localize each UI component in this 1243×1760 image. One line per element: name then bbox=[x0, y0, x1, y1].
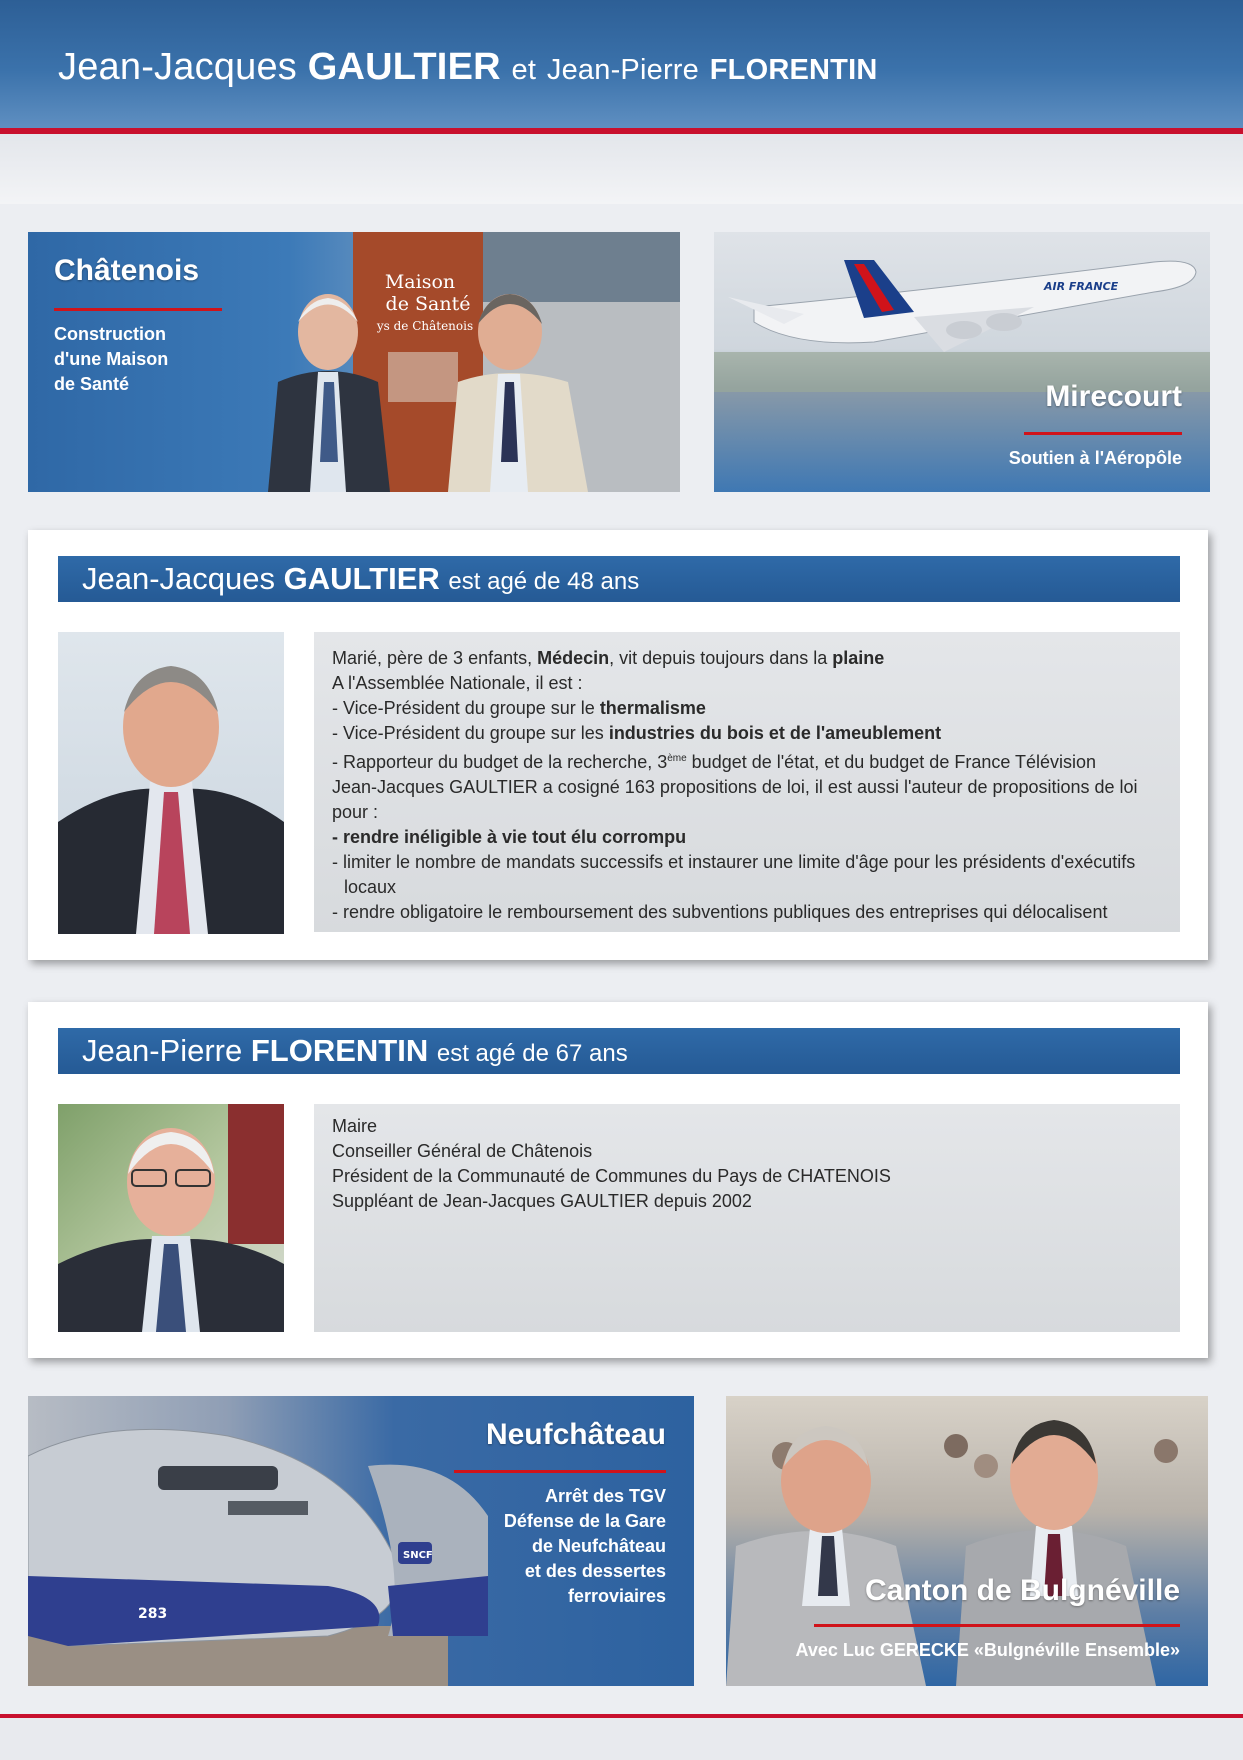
tile-bulgneville bbox=[726, 1396, 1208, 1686]
bulgneville-rule bbox=[814, 1624, 1180, 1627]
tile-mirecourt bbox=[714, 232, 1210, 492]
bio-line: Suppléant de Jean-Jacques GAULTIER depuis 2002 bbox=[332, 1191, 752, 1211]
bio-line: Jean-Jacques GAULTIER a cosigné 163 propositions de loi, il est aussi l'auteur de propositions de loi bbox=[332, 777, 1138, 797]
florentin-first: Jean-Pierre bbox=[82, 1033, 243, 1068]
bio-line: - rendre obligatoire le remboursement des subventions publiques des entreprises qui délocalisent bbox=[332, 902, 1108, 922]
neufchateau-title: Neufchâteau bbox=[485, 1418, 666, 1451]
neufchateau-line: et des dessertes bbox=[524, 1561, 666, 1581]
mirecourt-subtitle: Soutien à l'Aéropôle bbox=[1008, 448, 1182, 468]
chatenois-line: Construction bbox=[54, 324, 166, 344]
header-band bbox=[0, 134, 1243, 204]
gaultier-first: Jean-Jacques bbox=[82, 561, 276, 596]
name2-first: Jean-Pierre bbox=[546, 54, 699, 86]
bio-line: Maire bbox=[332, 1116, 378, 1136]
bio-line: - Vice-Président du groupe sur le thermalisme bbox=[332, 698, 706, 718]
gaultier-last: GAULTIER bbox=[283, 561, 440, 596]
neufchateau-line: Arrêt des TGV bbox=[544, 1486, 666, 1506]
card-florentin bbox=[28, 1002, 1208, 1358]
florentin-heading bbox=[58, 1028, 1180, 1074]
chatenois-line: de Santé bbox=[54, 374, 130, 394]
florentin-bio bbox=[314, 1104, 1180, 1332]
name1-last: GAULTIER bbox=[307, 46, 501, 88]
tile-neufchateau bbox=[28, 1396, 694, 1686]
florentin-portrait bbox=[58, 1104, 284, 1332]
gaultier-heading bbox=[58, 556, 1180, 602]
neufchateau-line: de Neufchâteau bbox=[531, 1536, 666, 1556]
florentin-last: FLORENTIN bbox=[250, 1033, 429, 1068]
bio-line: - limiter le nombre de mandats successifs et instaurer une limite d'âge pour les présidents d'exécutifs bbox=[332, 852, 1136, 872]
name1-first: Jean-Jacques bbox=[58, 46, 297, 88]
airplane-icon bbox=[728, 260, 1196, 352]
page-title bbox=[58, 46, 878, 89]
bio-line: Marié, père de 3 enfants, Médecin, vit depuis toujours dans la plaine bbox=[332, 648, 885, 668]
sncf-logo: SNCF bbox=[403, 1550, 433, 1561]
chatenois-title: Châtenois bbox=[54, 254, 200, 287]
bio-line: Conseiller Général de Châtenois bbox=[332, 1141, 593, 1161]
name2-last: FLORENTIN bbox=[709, 54, 878, 86]
sign-text-1: Maison bbox=[384, 271, 456, 293]
gaultier-portrait-art bbox=[58, 632, 284, 934]
gaultier-age: est agé de 48 ans bbox=[448, 568, 640, 595]
bio-line: - rendre inéligible à vie tout élu corrompu bbox=[332, 827, 687, 847]
neufchateau-rule bbox=[454, 1470, 666, 1473]
tile-chatenois bbox=[28, 232, 680, 492]
card-gaultier bbox=[28, 530, 1208, 960]
chatenois-rule bbox=[54, 308, 222, 311]
bio-line: A l'Assemblée Nationale, il est : bbox=[332, 673, 583, 693]
sign-text-3: ys de Châtenois bbox=[376, 319, 474, 333]
gaultier-portrait bbox=[58, 632, 284, 934]
bulgneville-title: Canton de Bulgnéville bbox=[864, 1574, 1180, 1607]
footer-band bbox=[0, 1718, 1243, 1760]
mirecourt-rule bbox=[1024, 432, 1182, 435]
bio-line: - Vice-Président du groupe sur les industries du bois et de l'ameublement bbox=[332, 723, 942, 743]
plane-livery: AIR FRANCE bbox=[1044, 280, 1119, 293]
train-number: 283 bbox=[138, 1606, 168, 1622]
title-conj: et bbox=[511, 54, 537, 86]
florentin-portrait-art bbox=[58, 1104, 284, 1332]
neufchateau-line: Défense de la Gare bbox=[503, 1511, 666, 1531]
chatenois-subtitle bbox=[54, 322, 168, 397]
neufchateau-line: ferroviaires bbox=[567, 1586, 666, 1606]
bio-line: pour : bbox=[332, 802, 379, 822]
bio-line: locaux bbox=[344, 877, 397, 897]
bio-line: - Rapporteur du budget de la recherche, 3ème budget de l'état, et du budget de France Télévision bbox=[332, 752, 1097, 772]
neufchateau-subtitle bbox=[504, 1484, 666, 1609]
gaultier-bio bbox=[314, 632, 1180, 932]
mirecourt-title: Mirecourt bbox=[1045, 380, 1182, 413]
chatenois-line: d'une Maison bbox=[54, 349, 169, 369]
bio-line: Président de la Communauté de Communes du Pays de CHATENOIS bbox=[332, 1166, 891, 1186]
bulgneville-subtitle: Avec Luc GERECKE «Bulgnéville Ensemble» bbox=[795, 1640, 1180, 1660]
sign-text-2: de Santé bbox=[385, 293, 471, 315]
florentin-age: est agé de 67 ans bbox=[436, 1040, 628, 1067]
train-icon bbox=[28, 1429, 488, 1646]
page-header bbox=[0, 0, 1243, 134]
